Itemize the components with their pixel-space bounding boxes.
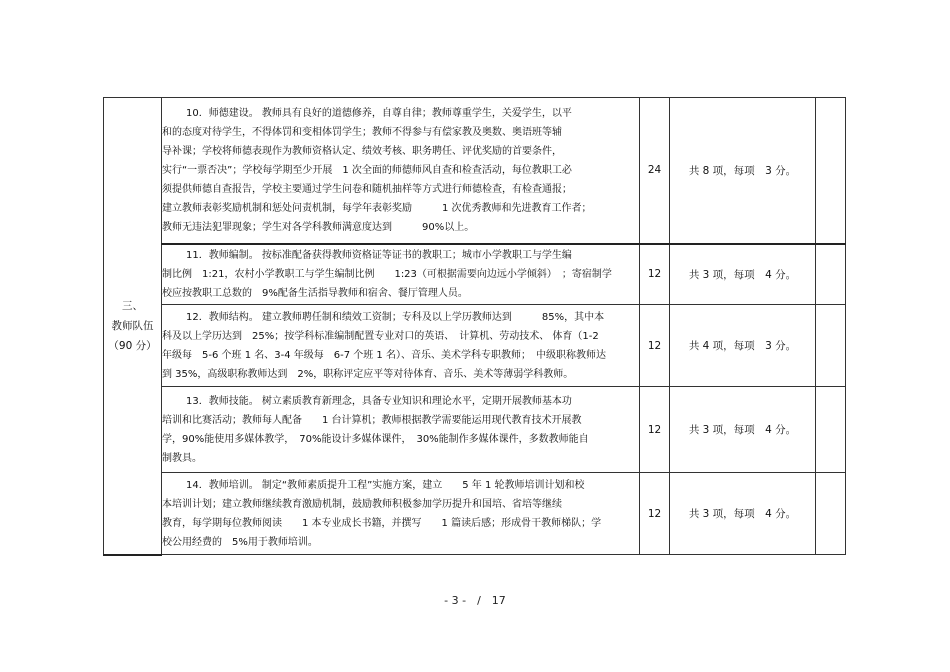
blank-cell — [816, 473, 846, 555]
scoring-rule-cell: 共 3 项，每项 4 分。 — [670, 473, 816, 555]
criterion-line: 学，90%能使用多媒体教学， 70%能设计多媒体课件， 30%能制作多媒体课件，多数教师能自 — [162, 433, 589, 445]
table-row — [104, 98, 846, 244]
evaluation-table — [103, 97, 846, 556]
score-cell: 12 — [640, 305, 670, 387]
criterion-line: 和的态度对待学生，不得体罚和变相体罚学生；教师不得参与有偿家教及奥数、奥语班等辅 — [162, 126, 562, 138]
category-points: （90 分） — [108, 339, 157, 352]
criterion-cell — [162, 387, 640, 473]
criterion-line: 建立教师表彰奖励机制和惩处问责机制，每学年表彰奖励 1 次优秀教师和先进教育工作者； — [162, 202, 592, 214]
page-number: - 3 - / 17 — [444, 594, 506, 607]
criterion-line: 制比例 1:21，农村小学教职工与学生编制比例 1:23（可根据需要向边远小学倾斜） ；寄宿制学 — [162, 268, 612, 280]
criterion-line: 10．师德建设。 教师具有良好的道德修养，自尊自律；教师尊重学生，关爱学生，以平 — [186, 107, 572, 119]
scoring-rule-cell: 共 3 项，每项 4 分。 — [670, 244, 816, 305]
criterion-cell — [162, 473, 640, 555]
criterion-line: 到 35%，高级职称教师达到 2%，职称评定应平等对待体育、音乐、美术等薄弱学科教师。 — [162, 368, 574, 380]
scoring-rule-cell: 共 8 项，每项 3 分。 — [670, 98, 816, 244]
blank-cell — [816, 387, 846, 473]
table-row — [104, 473, 846, 555]
criterion-line: 须提供师德自查报告，学校主要通过学生问卷和随机抽样等方式进行师德检查，有检查通报； — [162, 183, 572, 195]
criterion-line: 13．教师技能。 树立素质教育新理念，具备专业知识和理论水平，定期开展教师基本功 — [186, 395, 572, 407]
criterion-cell — [162, 305, 640, 387]
criterion-cell — [162, 98, 640, 244]
table-row — [104, 305, 846, 387]
criterion-line: 本培训计划；建立教师继续教育激励机制，鼓励教师积极参加学历提升和国培、省培等继续 — [162, 498, 562, 510]
blank-cell — [816, 305, 846, 387]
criterion-line: 实行“一票否决”；学校每学期至少开展 1 次全面的师德师风自查和检查活动，每位教职工必 — [162, 164, 572, 176]
category-title: 教师队伍 — [111, 319, 154, 332]
criterion-line: 教师无违法犯罪现象；学生对各学科教师满意度达到 90%以上。 — [162, 221, 475, 233]
score-cell: 24 — [640, 98, 670, 244]
criterion-line: 14．教师培训。 制定“教师素质提升工程”实施方案，建立 5 年 1 轮教师培训计划和校 — [186, 479, 585, 491]
criterion-line: 导补课；学校将师德表现作为教师资格认定、绩效考核、职务聘任、评优奖励的首要条件， — [162, 145, 562, 157]
criterion-line: 科及以上学历达到 25%；按学科标准编制配置专业对口的英语、 计算机、劳动技术、 体育（1-2 — [162, 330, 599, 342]
criterion-line: 校公用经费的 5%用于教师培训。 — [162, 536, 318, 548]
criterion-line: 培训和比赛活动；教师每人配备 1 台计算机；教师根据教学需要能运用现代教育技术开展教 — [162, 414, 582, 426]
criterion-line: 校应按教职工总数的 9%配备生活指导教师和宿舍、餐厅管理人员。 — [162, 287, 468, 299]
criterion-line: 11．教师编制。 按标准配备获得教师资格证等证书的教职工；城市小学教职工与学生编 — [186, 249, 572, 261]
table-row — [104, 387, 846, 473]
scoring-rule-cell: 共 3 项，每项 4 分。 — [670, 387, 816, 473]
criterion-cell — [162, 244, 640, 305]
category-number: 三、 — [122, 299, 143, 312]
criterion-line: 教育，每学期每位教师阅读 1 本专业成长书籍，并撰写 1 篇读后感；形成骨干教师梯队；学 — [162, 517, 602, 529]
criterion-line: 制教具。 — [162, 452, 202, 464]
criterion-line: 12．教师结构。 建立教师聘任制和绩效工资制；专科及以上学历教师达到 85%，其中本 — [186, 311, 605, 323]
table-row — [104, 244, 846, 305]
scoring-rule-cell: 共 4 项，每项 3 分。 — [670, 305, 816, 387]
score-cell: 12 — [640, 387, 670, 473]
category-cell — [104, 98, 162, 555]
blank-cell — [816, 244, 846, 305]
blank-cell — [816, 98, 846, 244]
score-cell: 12 — [640, 244, 670, 305]
score-cell: 12 — [640, 473, 670, 555]
criterion-line: 年级每 5-6 个班 1 名、3-4 年级每 6-7 个班 1 名）、音乐、美术学科专职教师； 中级职称教师达 — [162, 349, 606, 361]
